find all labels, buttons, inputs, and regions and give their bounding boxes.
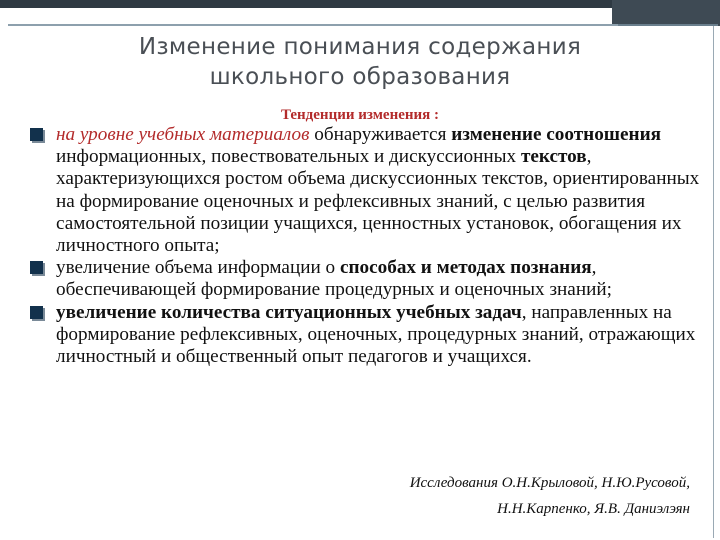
slide-title bbox=[60, 32, 660, 92]
subtitle: Тенденции изменения : bbox=[280, 107, 440, 123]
source-line-1: Исследования О.Н.Крыловой, Н.Ю.Русовой, bbox=[409, 475, 690, 491]
item-text: , обеспечивающей формирование процедурных и оценочных знаний; bbox=[56, 257, 612, 301]
bullet-item-2 bbox=[30, 257, 700, 301]
item-text: информационных, повествовательных и дискуссионных bbox=[56, 146, 521, 168]
source-citation bbox=[270, 470, 690, 522]
bullet-square-icon bbox=[30, 261, 45, 276]
bullet-item-3 bbox=[30, 302, 700, 369]
source-line-2: Н.Н.Карпенко, Я.В. Даниэлэян bbox=[497, 501, 690, 517]
bullet-square-icon bbox=[30, 128, 45, 143]
title-line-1: Изменение понимания содержания bbox=[138, 34, 582, 60]
header-rule bbox=[8, 24, 618, 26]
item-bold: увеличение количества ситуационных учебных задач bbox=[56, 301, 522, 323]
item-bold: изменение соотношения bbox=[451, 124, 662, 145]
item-text: увеличение объема информации о bbox=[56, 257, 340, 279]
bullet-square-icon bbox=[30, 306, 45, 321]
right-border-line bbox=[713, 26, 714, 538]
item-bold: текстов bbox=[520, 146, 587, 168]
bullet-list bbox=[30, 124, 700, 368]
item-text: обнаруживается bbox=[309, 124, 447, 145]
item-bold: способах и методах познания bbox=[339, 257, 592, 279]
header-rule-accent bbox=[618, 24, 718, 26]
item-lead: на уровне учебных материалов bbox=[56, 124, 310, 145]
bullet-item-1 bbox=[30, 124, 700, 257]
item-text: , направленных на формирование рефлексивных, оценочных, процедурных знаний, отражающих личностный и общественный опыт педагогов и учащихся. bbox=[56, 301, 696, 368]
item-text: , характеризующихся ростом объема дискуссионных текстов, ориентированных на формирование оценочных и рефлексивных знаний, с целью развития самостоятельной позиции учащихся, ценностных установок, обогащения их личностного опыта; bbox=[56, 146, 700, 257]
title-line-2: школьного образования bbox=[209, 64, 511, 90]
top-bar-accent bbox=[612, 0, 720, 26]
